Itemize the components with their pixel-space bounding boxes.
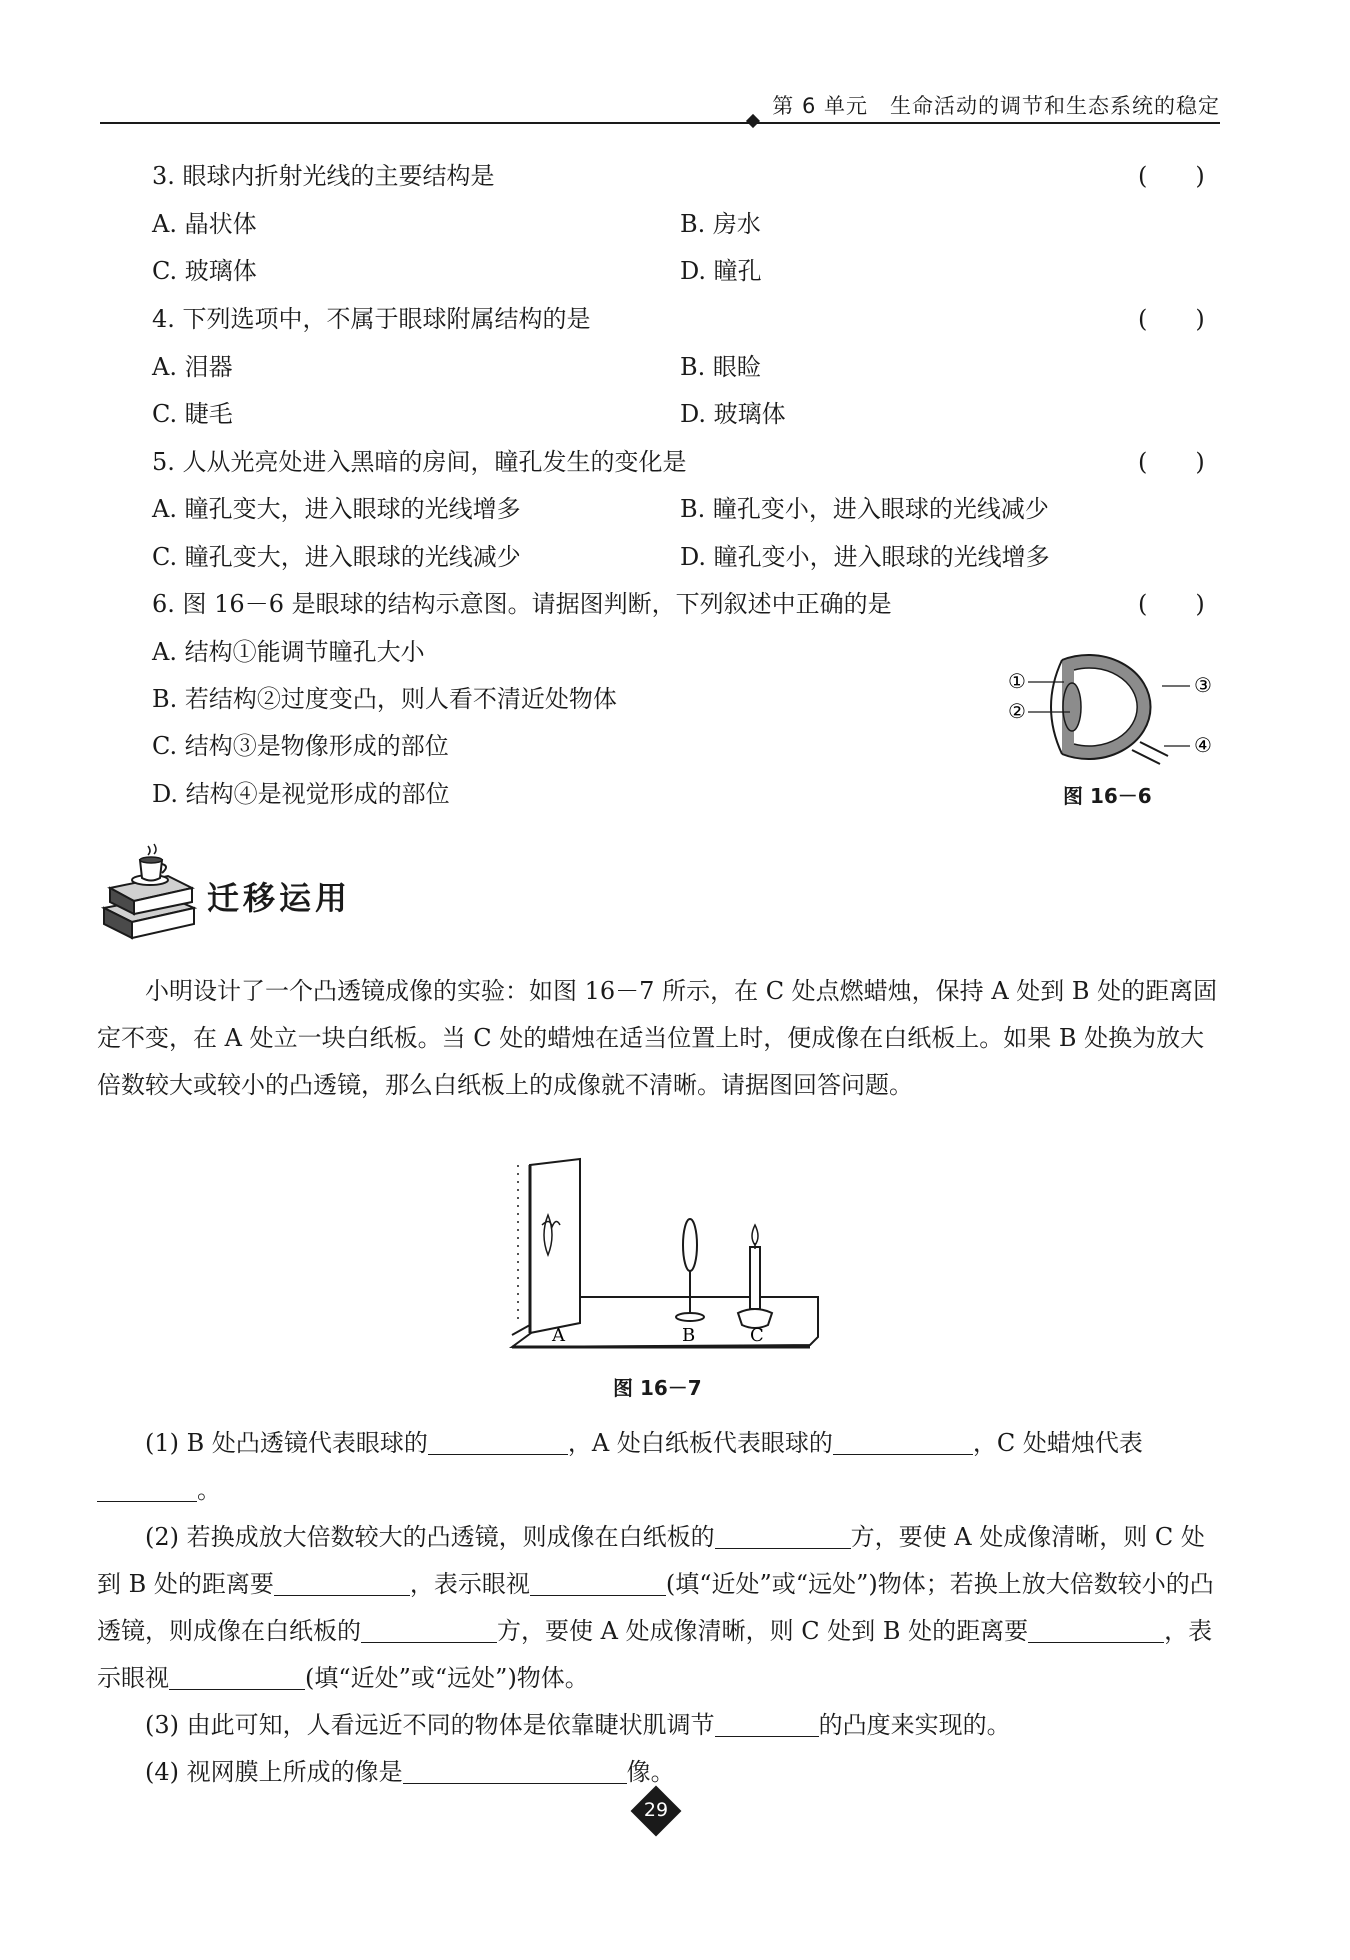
label-c: C (750, 1325, 764, 1346)
question-4-answer-bracket[interactable]: ( ) (1138, 305, 1205, 333)
question-5-stem: 5. 人从光亮处进入黑暗的房间，瞳孔发生的变化是 (152, 448, 687, 476)
question-3-answer-bracket[interactable]: ( ) (1138, 162, 1205, 190)
sub-question-1-text-3: ，C 处蜡烛代表 (972, 1429, 1143, 1457)
blank-3-1[interactable] (715, 1712, 819, 1737)
intro-paragraph (97, 968, 1219, 1109)
sub-question-4-text-1: (4) 视网膜上所成的像是 (145, 1758, 403, 1786)
header-diamond-ornament (746, 114, 760, 128)
sub-question-2-text-7: (填“近处”或“远处”)物体。 (305, 1664, 589, 1692)
question-6-option-d[interactable]: D. 结构④是视觉形成的部位 (152, 780, 450, 808)
question-6-answer-bracket[interactable]: ( ) (1138, 590, 1205, 618)
question-5-answer-bracket[interactable]: ( ) (1138, 448, 1205, 476)
sub-question-3-text-1: (3) 由此可知，人看远近不同的物体是依靠睫状肌调节 (145, 1711, 715, 1739)
question-6-option-a[interactable]: A. 结构①能调节瞳孔大小 (152, 638, 425, 666)
blank-2-1[interactable] (715, 1524, 851, 1549)
sub-question-3-text-2: 的凸度来实现的。 (818, 1711, 1011, 1739)
question-3-option-c[interactable]: C. 玻璃体 (152, 257, 257, 285)
eye-label-4: ④ (1194, 733, 1212, 757)
sub-question-2 (97, 1514, 1219, 1702)
sub-question-1-text-2: ，A 处白纸板代表眼球的 (567, 1429, 833, 1457)
sub-question-1 (97, 1420, 1219, 1514)
sub-question-4-text-2: 像。 (626, 1758, 675, 1786)
figure-16-6-caption: 图 16－6 (1063, 784, 1152, 808)
lens (1063, 683, 1081, 731)
question-6-stem: 6. 图 16－6 是眼球的结构示意图。请据图判断，下列叙述中正确的是 (152, 590, 892, 618)
blank-4-1[interactable] (403, 1759, 627, 1784)
question-6-option-c[interactable]: C. 结构③是物像形成的部位 (152, 732, 449, 760)
blank-2-6[interactable] (169, 1665, 305, 1690)
label-b: B (682, 1325, 696, 1346)
figure-16-7-caption: 图 16－7 (613, 1376, 702, 1400)
sub-questions (97, 1420, 1219, 1796)
question-5-option-c[interactable]: C. 瞳孔变大，进入眼球的光线减少 (152, 543, 521, 571)
eyeball-diagram (990, 630, 1230, 790)
label-a: A (552, 1325, 565, 1346)
eye-label-1: ① (1008, 669, 1026, 693)
blank-2-2[interactable] (274, 1571, 410, 1596)
question-5-option-d[interactable]: D. 瞳孔变小，进入眼球的光线增多 (680, 543, 1050, 571)
question-4-option-d[interactable]: D. 玻璃体 (680, 400, 786, 428)
convex-lens-experiment-diagram (500, 1155, 840, 1355)
candle (750, 1247, 760, 1309)
question-3-option-b[interactable]: B. 房水 (680, 210, 761, 238)
question-4-option-b[interactable]: B. 眼睑 (680, 353, 761, 381)
unit-title: 第 6 单元 生命活动的调节和生态系统的稳定 (772, 94, 1220, 118)
sub-question-1-text-1: (1) B 处凸透镜代表眼球的 (145, 1429, 428, 1457)
question-5-option-b[interactable]: B. 瞳孔变小，进入眼球的光线减少 (680, 495, 1049, 523)
question-4-option-a[interactable]: A. 泪器 (152, 353, 233, 381)
section-title: 迁移运用 (207, 879, 352, 917)
blank-2-3[interactable] (530, 1571, 666, 1596)
sub-question-2-text-2: 方，要使 A 处成像清晰，则 C 处到 B 处的距离要 (97, 1523, 1205, 1598)
header-rule (100, 122, 1220, 124)
blank-2-4[interactable] (361, 1618, 497, 1643)
question-3-option-a[interactable]: A. 晶状体 (152, 210, 257, 238)
convex-lens (683, 1219, 697, 1271)
question-4-stem: 4. 下列选项中，不属于眼球附属结构的是 (152, 305, 591, 333)
sub-question-2-text-4: (填“近处”或“远处”)物体；若换上放大倍数较小的凸透镜，则成像在白纸板的 (97, 1570, 1214, 1645)
sub-question-2-text-6: ，表示眼视 (97, 1617, 1213, 1692)
blank-2-5[interactable] (1028, 1618, 1164, 1643)
page-header (100, 84, 1220, 124)
blank-1-1[interactable] (428, 1430, 568, 1455)
sub-question-2-text-1: (2) 若换成放大倍数较大的凸透镜，则成像在白纸板的 (145, 1523, 715, 1551)
question-3-stem: 3. 眼球内折射光线的主要结构是 (152, 162, 495, 190)
cornea (1051, 660, 1062, 754)
eye-label-3: ③ (1194, 673, 1212, 697)
blank-1-3[interactable] (97, 1477, 197, 1502)
lens-holder (676, 1313, 704, 1321)
question-5-option-a[interactable]: A. 瞳孔变大，进入眼球的光线增多 (152, 495, 521, 523)
page-number: 29 (643, 1799, 669, 1821)
white-cardboard-screen (530, 1159, 580, 1333)
sub-question-3 (97, 1702, 1219, 1749)
question-6-option-b[interactable]: B. 若结构②过度变凸，则人看不清近处物体 (152, 685, 617, 713)
question-3-option-d[interactable]: D. 瞳孔 (680, 257, 762, 285)
candle-flame (752, 1225, 758, 1245)
intro-text: 小明设计了一个凸透镜成像的实验：如图 16－7 所示，在 C 处点燃蜡烛，保持 A 处到 B 处的距离固定不变，在 A 处立一块白纸板。当 C 处的蜡烛在适当位置上时，便成像在白纸板上。如果 B 处换为放大倍数较大或较小的凸透镜，那么白纸板上的成像就不清晰。请据图回答问题。 (97, 977, 1218, 1099)
question-4-option-c[interactable]: C. 睫毛 (152, 400, 233, 428)
sub-question-2-text-5: 方，要使 A 处成像清晰，则 C 处到 B 处的距离要 (497, 1617, 1029, 1645)
optic-nerve (1132, 742, 1168, 764)
sub-question-1-text-4: 。 (197, 1476, 221, 1504)
eye-label-2: ② (1008, 699, 1026, 723)
blank-1-2[interactable] (833, 1430, 973, 1455)
books-and-cup-icon (96, 838, 206, 948)
sub-question-2-text-3: ，表示眼视 (409, 1570, 530, 1598)
